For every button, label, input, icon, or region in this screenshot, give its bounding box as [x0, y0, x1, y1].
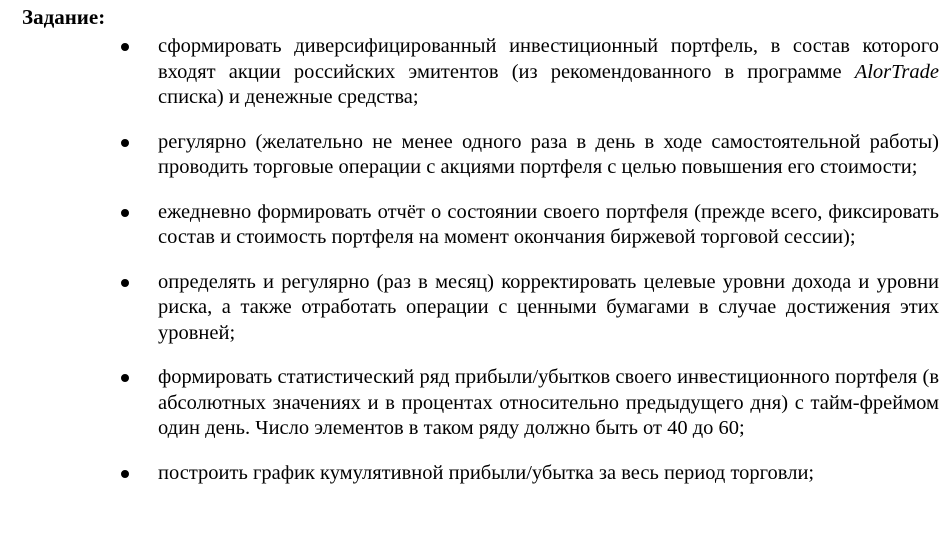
list-item-text: регулярно (желательно не менее одного раза в день в ходе самостоятельной работы) проводить торговые операции с акциями портфеля с целью повышения его стоимости;	[158, 130, 939, 178]
task-list	[0, 34, 952, 505]
list-item-text: ежедневно формировать отчёт о состоянии своего портфеля (прежде всего, фиксировать состав и стоимость портфеля на момент окончания биржевой торговой сессии);	[158, 200, 939, 248]
list-item-text: формировать статистический ряд прибыли/убытков своего инвестиционного портфеля (в абсолютных значениях и в процентах относительно предыдущего дня) с тайм-фреймом один день. Число элементов в таком ряду должно быть от 40 до 60;	[158, 366, 939, 439]
list-item	[0, 365, 952, 442]
bullet-icon	[121, 279, 129, 287]
list-item	[0, 270, 952, 347]
list-item-text: определять и регулярно (раз в месяц) корректировать целевые уровни дохода и уровни риска, а также отработать операции с ценными бумагами в случае достижения этих уровней;	[158, 270, 939, 344]
section-heading: Задание:	[22, 5, 106, 29]
bullet-icon	[121, 470, 129, 478]
list-item-text	[158, 34, 939, 111]
list-item	[0, 130, 952, 181]
bullet-icon	[121, 43, 129, 51]
bullet-icon	[121, 209, 129, 217]
list-item-text-part: сформировать диверсифицированный инвестиционный портфель, в состав которого входят акции российских эмитентов (из рекомендованного в программе	[158, 35, 939, 83]
bullet-icon	[121, 139, 129, 147]
program-name: AlorTrade	[854, 60, 939, 83]
list-item	[0, 34, 952, 111]
bullet-icon	[121, 374, 129, 382]
list-item	[0, 200, 952, 251]
list-item-text-part: списка) и денежные средства;	[158, 86, 419, 108]
list-item	[0, 461, 952, 487]
list-item-text: построить график кумулятивной прибыли/убытка за весь период торговли;	[158, 461, 815, 484]
